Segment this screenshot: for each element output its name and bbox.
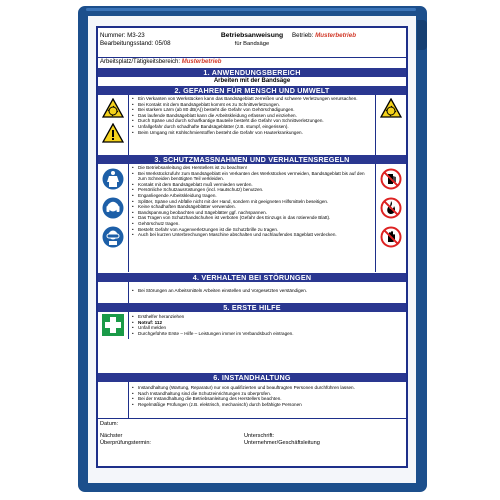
document-title: Betriebsanweisung — [220, 32, 284, 39]
section-4-body — [98, 282, 406, 303]
document-number: Nummer: M3-23 — [100, 32, 145, 39]
warning-saw-icon — [102, 98, 124, 118]
list-item: • Gehörschutz tragen. — [135, 221, 368, 227]
list-item: • Kontakt mit dem Bandsägeblatt muß vermieden werden. — [135, 182, 368, 188]
eye-protection-icon — [102, 226, 124, 248]
first-aid-icon — [102, 314, 124, 336]
list-item: • Regelmäßige Prüfungen (z.B. elektrisch, mechanisch) durch befähigte Personen — [135, 402, 402, 408]
list-item: • Das laufende Bandsägeblatt kann die Arbeitskleidung erfassen und einziehen. — [135, 113, 368, 119]
section-5-text — [130, 314, 402, 336]
next-label: Nächster — [100, 433, 123, 439]
section-4-icon-column — [98, 282, 129, 303]
workplace-value: Musterbetrieb — [181, 59, 222, 65]
section-4-text — [130, 288, 402, 294]
list-item: • Durch Späne und durch scharfkantige Bauteile besteht die Gefahr von Schnittverletzungen. — [135, 118, 368, 124]
list-item: • Ersthelfer heranziehen — [135, 314, 402, 320]
section-3-text — [130, 165, 368, 238]
list-item: • Enganliegende Arbeitskleidung tragen. — [135, 193, 368, 199]
list-item: • Durchgeführte Erste – Hilfe – Leistungen immer im Verbandsbuch eintragen. — [135, 331, 402, 337]
company-value: Musterbetrieb — [315, 32, 356, 39]
section-6-text — [130, 385, 402, 407]
section-2-text — [130, 96, 368, 135]
section-5-title: 5. ERSTE HILFE — [98, 303, 406, 312]
list-item: • Bei Werkstückzufuhr zum Bandsägeblatt ein Verkanten des Werkstückes vermeiden, Bandsägeblatt bis auf den zum Schneiden benötigten Teil verkleiden. — [135, 171, 368, 182]
list-item: • Besteht Gefahr von Augenverletzungen ist die Schutzbrille zu tragen. — [135, 227, 368, 233]
no-fire-icon — [380, 197, 402, 219]
list-item: • Unfall melden — [135, 325, 402, 331]
list-item: • Beim Umgang mit Kühlschmierstoffen besteht die Gefahr von Hauterkrankungen. — [135, 130, 368, 136]
safety-instruction-sheet — [96, 26, 408, 468]
section-6-icon-column — [98, 382, 129, 418]
frame-highlight — [86, 8, 416, 11]
company-label: Betrieb: — [292, 32, 314, 39]
section-3-right-icon-column — [375, 164, 406, 272]
section-2-body — [98, 95, 406, 155]
document-subtitle: für Bandsäge — [234, 41, 270, 47]
section-2-icon-column — [98, 95, 129, 155]
no-gloves-icon — [380, 226, 402, 248]
header-title-block — [202, 32, 302, 48]
section-3-title: 3. SCHUTZMASSNAHMEN UND VERHALTENSREGELN — [98, 155, 406, 164]
revision-date: Bearbeitungsstand: 05/08 — [100, 39, 171, 47]
list-item: • Die Betriebsanleitung des Herstellers ist zu beachten! — [135, 165, 368, 171]
section-3-body — [98, 164, 406, 272]
list-item: • Ein Verkanten von Werkstücken kann das Bandsägeblatt zerreißen und schwere Verletzungen verursachen. — [135, 96, 368, 102]
frame-clip — [417, 20, 427, 50]
header-divider — [98, 57, 406, 58]
section-1-text: Arbeiten mit der Bandsäge — [213, 78, 291, 84]
section-5-icon-column — [98, 312, 129, 339]
protective-clothing-icon — [102, 168, 124, 190]
section-6-body — [98, 382, 406, 418]
list-item: • Das Tragen von Schutzhandschuhen ist verboten (Gefahr des Einzugs in das rotierende Blatt). — [135, 215, 368, 221]
workplace-field — [100, 59, 221, 65]
section-5-body — [98, 312, 406, 339]
list-item: • Persönliche Schutzausrüstungen (incl. Hautschutz) benutzen. — [135, 187, 368, 193]
section-2-right-icon-column — [375, 95, 406, 155]
list-item: • Instandhaltung (Wartung, Reparatur) nur von qualifizierten und beauftragten Personen durchführen lassen. — [135, 385, 402, 391]
signature-label: Unterschrift: — [244, 433, 275, 439]
date-label: Datum: — [100, 421, 119, 427]
header-meta — [100, 32, 171, 47]
list-item: • Nach Instandhaltung sind die Schutzeinrichtungen zu überprüfen. — [135, 391, 402, 397]
warning-saw-icon — [380, 98, 402, 118]
list-item: • Bandspannung beobachten und Sägeblätter ggf. nachspannen. — [135, 210, 368, 216]
list-item: • Bei Störungen an Arbeitsmitteln Arbeiten einstellen und Vorgesetzten verständigen. — [135, 288, 402, 294]
no-reach-in-icon — [380, 168, 402, 190]
list-item: • Bei der Instandhaltung die Betriebsanleitung des Herstellers beachten. — [135, 396, 402, 402]
check-label: Überprüfungstermin: — [100, 440, 151, 446]
list-item: • Notruf: 112 — [135, 320, 402, 326]
list-item: • Bei Kontakt mit dem Bandsägeblatt kommt es zu Schnittverletzungen. — [135, 102, 368, 108]
footer-divider — [98, 418, 406, 419]
company-signature-label: Unternehmer/Geschäftsleitung — [244, 440, 320, 446]
list-item: • Keine schadhaften Bandsägeblätter verwenden. — [135, 204, 368, 210]
list-item: • Unfallgefahr durch schadhafte Bandsägeblätter (z.B. stumpf, eingerissen). — [135, 124, 368, 130]
company-field — [292, 32, 356, 39]
list-item: • Splitter, Späne und Abfälle nicht mit der Hand, sondern mit geeigneten Hilfsmitteln beseitigen. — [135, 199, 368, 205]
warning-general-icon — [102, 123, 124, 143]
section-4-title: 4. VERHALTEN BEI STÖRUNGEN — [98, 273, 406, 282]
section-2-title: 2. GEFAHREN FÜR MENSCH UND UMWELT — [98, 86, 406, 95]
list-item: • Auch bei kurzen Unterbrechungen Maschine abschalten und nachlaufendes Sägeblatt verdecken. — [135, 232, 368, 238]
list-item: • Bei starkem Lärm (ab 80 dB(A)) besteht die Gefahr von Gehörschädigungen. — [135, 107, 368, 113]
ear-protection-icon — [102, 197, 124, 219]
section-1-title: 1. ANWENDUNGSBEREICH — [98, 68, 406, 77]
workplace-label: Arbeitsplatz/Tätigkeitsbereich: — [100, 59, 181, 65]
sheet-header — [98, 28, 406, 58]
section-3-icon-column — [98, 164, 129, 272]
section-6-title: 6. INSTANDHALTUNG — [98, 373, 406, 382]
